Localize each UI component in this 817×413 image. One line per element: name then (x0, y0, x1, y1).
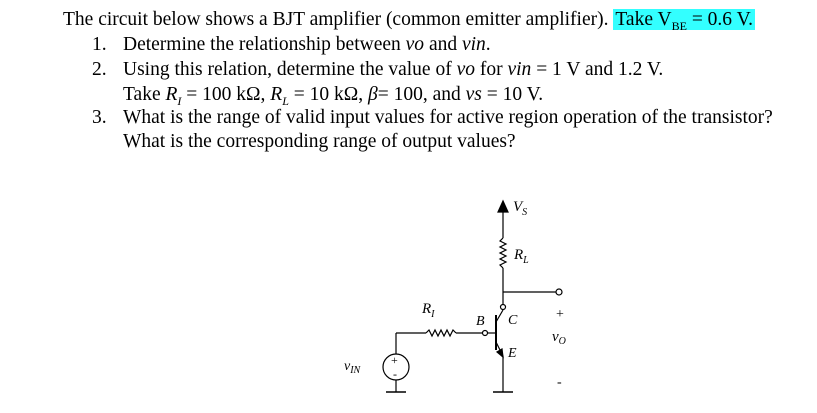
vo-label: $v_O$ (552, 329, 566, 347)
vs-arrow-icon (498, 201, 508, 212)
base-node (483, 331, 488, 336)
question-1: 1. Determine the relationship between vo and vin. (92, 34, 491, 55)
source-plus-label: + (391, 353, 398, 367)
collector-label: C (508, 313, 518, 328)
question-3-second-line: What is the corresponding range of output values? (123, 131, 516, 152)
intro-text: The circuit below shows a BJT amplifier (common emitter amplifier). (63, 9, 614, 30)
base-label: B (476, 314, 485, 329)
rl-label: $R_L$ (514, 247, 529, 266)
vs-label: $V_S$ (513, 199, 528, 218)
emitter-arrow-icon (497, 349, 503, 357)
question-3: 3. What is the range of valid input values for active region operation of the transistor? (92, 107, 773, 128)
source-minus-label: - (393, 367, 397, 381)
ri-resistor (426, 330, 456, 336)
question-2: 2. Using this relation, determine the value of vo for vin = 1 V and 1.2 V. (92, 59, 664, 80)
emitter-label: E (508, 346, 517, 361)
collector-node (501, 305, 506, 310)
ri-label: $R_I$ (422, 301, 435, 320)
transistor-collector-leg (496, 310, 503, 322)
vin-label: $v_{IN}$ (344, 359, 361, 376)
output-terminal (556, 289, 562, 295)
question-2-values: Take $R_I = 100$ kΩ, $R_L = 10$ kΩ, β= 100, and vs = 10 V. (123, 84, 544, 108)
output-minus-label: - (557, 375, 562, 390)
output-plus-label: + (556, 307, 564, 322)
vbe-highlight: Take $V_{BE} = 0.6$ V. (615, 9, 754, 33)
rl-resistor (500, 238, 506, 268)
